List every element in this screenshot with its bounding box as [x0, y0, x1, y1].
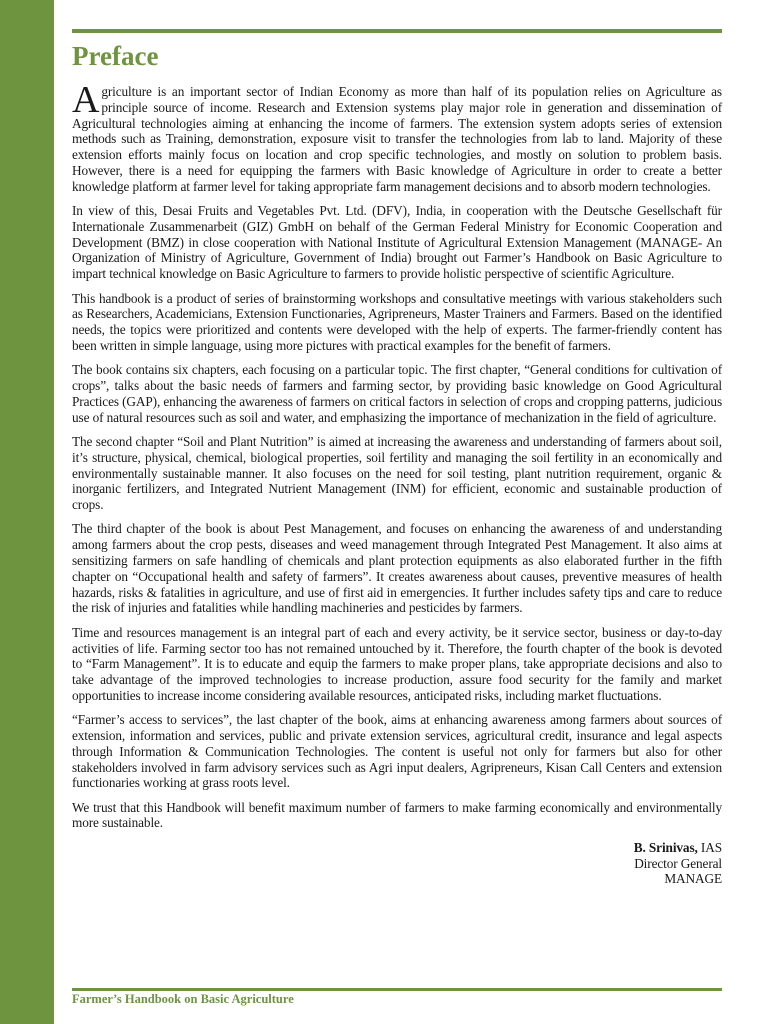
signature-block	[72, 840, 722, 887]
signature-line-1	[72, 840, 722, 856]
top-divider	[72, 29, 722, 33]
side-color-bar	[0, 0, 54, 1024]
bottom-divider	[72, 988, 722, 991]
signatory-name: B. Srinivas,	[633, 839, 698, 855]
paragraph-1	[72, 79, 722, 195]
paragraph-2: In view of this, Desai Fruits and Vegetables Pvt. Ltd. (DFV), India, in cooperation with the Deutsche Gesellschaft für Internationale Zusammenarbeit (GIZ) GmbH on behalf of the German Federal Ministry for Economic Cooperation and Development (BMZ) in close cooperation with National Institute of Agricultural Extension Management (MANAGE- An Organization of Ministry of Agriculture, Government of India) brought out Farmer’s Handbook on Basic Agriculture to impart technical knowledge on Basic Agriculture to farmers to provide holistic perspective of scientific Agriculture.	[72, 203, 722, 282]
preface-body	[72, 79, 722, 887]
paragraph-7: Time and resources management is an integral part of each and every activity, be it service sector, business or day-to-day activities of life. Farming sector too has not remained untouched by it. Therefore, the fourth chapter of the book is devoted to “Farm Management”. It is to educate and equip the farmers to make proper plans, take appropriate decisions and also to take advantage of the improved technologies to increase production, assure food security for the family and market opportunities to increase income considering available resources, anticipated risks, including market fluctuations.	[72, 624, 722, 703]
footer-title: Farmer’s Handbook on Basic Agriculture	[72, 992, 294, 1006]
paragraph-9: We trust that this Handbook will benefit maximum number of farmers to make farming economically and environmentally more sustainable.	[72, 799, 722, 831]
drop-cap: A	[72, 79, 100, 121]
signatory-organization: MANAGE	[664, 871, 722, 887]
paragraph-6: The third chapter of the book is about Pest Management, and focuses on enhancing the awareness of and understanding among farmers about the crop pests, diseases and weed management through Integrated Pest Management. It also aims at sensitizing farmers on safe handling of chemicals and plant protection equipments as also elaborated further in the fifth chapter on “Occupational health and safety of farmers”. It creates awareness about causes, preventive measures of health hazards, risks & fatalities in agriculture, and use of first aid in emergencies. It further includes safety tips and care to reduce the risk of injuries and fatalities while handling machineries and pesticides by farmers.	[72, 521, 722, 616]
paragraph-1-text: griculture is an important sector of Indian Economy as more than half of its population relies on Agriculture as principle source of income. Research and Extension systems play major role in generation and dissemination of Agricultural technologies aiming at enhancing the income of farmers. The extension system adopts series of extension methods such as Training, demonstration, exposure visit to transfer the technologies from lab to land. Majority of these extension efforts mainly focus on location and crop specific technologies, and mostly on solution to problem basis. However, there is a need for equipping the farmers with Basic knowledge of Agriculture in order to create a better knowledge platform at farmer level for taking appropriate farm management decisions and to absorb modern technologies.	[72, 84, 722, 194]
paragraph-5: The second chapter “Soil and Plant Nutrition” is aimed at increasing the awareness and understanding of farmers about soil, it’s structure, physical, chemical, biological properties, soil fertility and managing the soil fertility in an economically and environmentally sustainable manner. It also focuses on the need for soil testing, plant nutrition requirement, organic & inorganic fertilizers, and Integrated Nutrient Management (INM) for efficient, economic and sustainable production of crops.	[72, 433, 722, 513]
signatory-designation: Director General	[634, 855, 722, 871]
signatory-suffix: IAS	[697, 839, 722, 855]
paragraph-3: This handbook is a product of series of brainstorming workshops and consultative meetings with various stakeholders such as Researchers, Academicians, Extension Functionaries, Agripreneurs, Master Trainers and Farmers. Based on the identified needs, the topics were prioritized and contents were developed with the help of experts. The farmer-friendly content has been written in simple language, using more pictures with practical examples for the benefit of farmers.	[72, 290, 722, 353]
page-title: Preface	[72, 41, 159, 71]
paragraph-4: The book contains six chapters, each focusing on a particular topic. The first chapter, “General conditions for cultivation of crops”, talks about the basic needs of farmers and farming sector, by providing basic knowledge on Good Agricultural Practices (GAP), enhancing the awareness of farmers on critical factors in selection of crops and cropping patterns, judicious use of natural resources such as soil and water, and emphasizing the importance of mechanization in the field of agriculture.	[72, 362, 722, 425]
paragraph-8: “Farmer’s access to services”, the last chapter of the book, aims at enhancing awareness among farmers about sources of extension, information and services, public and private extension services, agricultural credit, insurance and legal aspects through Information & Communication Technologies. The content is useful not only for farmers but also for other stakeholders involved in farm advisory services such as Agri input dealers, Agripreneurs, Kisan Call Centers and extension functionaries working at grass roots level.	[72, 712, 722, 791]
